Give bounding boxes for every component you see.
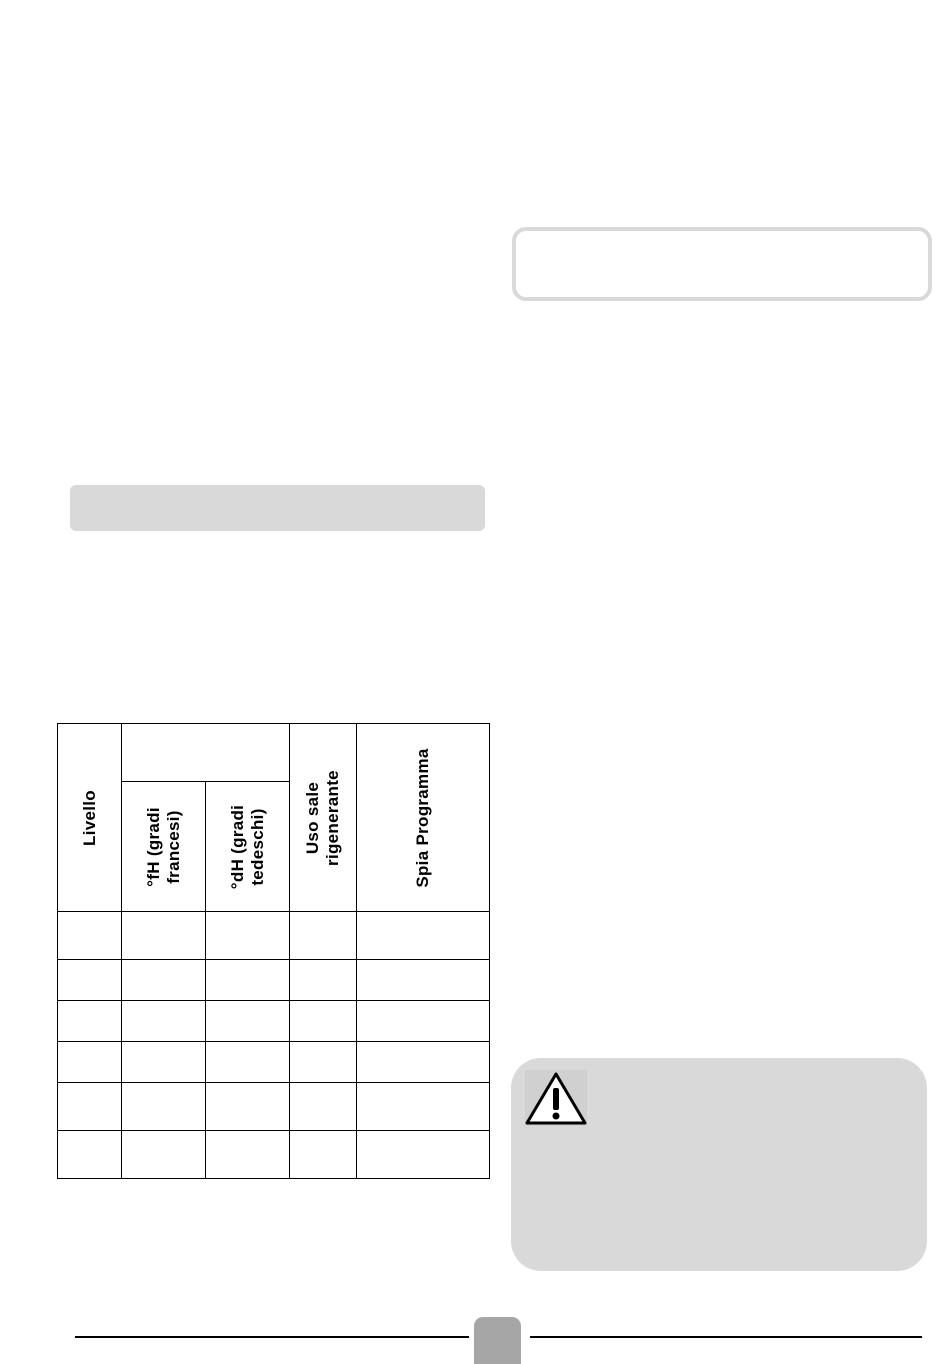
header-uso-sale-text: Uso sale rigenerante <box>303 769 342 866</box>
water-hardness-table <box>57 723 490 1179</box>
header-fh <box>122 782 206 912</box>
footer-rule-left <box>75 1336 469 1338</box>
header-spia-programma <box>357 724 490 912</box>
table-row <box>58 1042 490 1083</box>
header-dh <box>206 782 290 912</box>
header-uso-sale <box>290 724 357 912</box>
warning-triangle-icon <box>525 1070 587 1126</box>
footer-rule-right <box>530 1336 922 1338</box>
header-spia-programma-text: Spia Programma <box>413 747 432 888</box>
section-heading-bar <box>70 485 485 531</box>
outlined-note-box <box>512 227 932 301</box>
table-row <box>58 1083 490 1131</box>
header-livello <box>58 724 122 912</box>
table-row <box>58 912 490 960</box>
page-number-badge <box>474 1317 521 1364</box>
header-hardness-group <box>122 724 290 782</box>
table-row <box>58 960 490 1001</box>
header-livello-text: Livello <box>79 789 99 846</box>
table-row <box>58 1001 490 1042</box>
header-fh-text: °fH (gradi francesi) <box>143 806 183 887</box>
table-row <box>58 1131 490 1179</box>
header-dh-text: °dH (gradi tedeschi) <box>227 804 267 889</box>
